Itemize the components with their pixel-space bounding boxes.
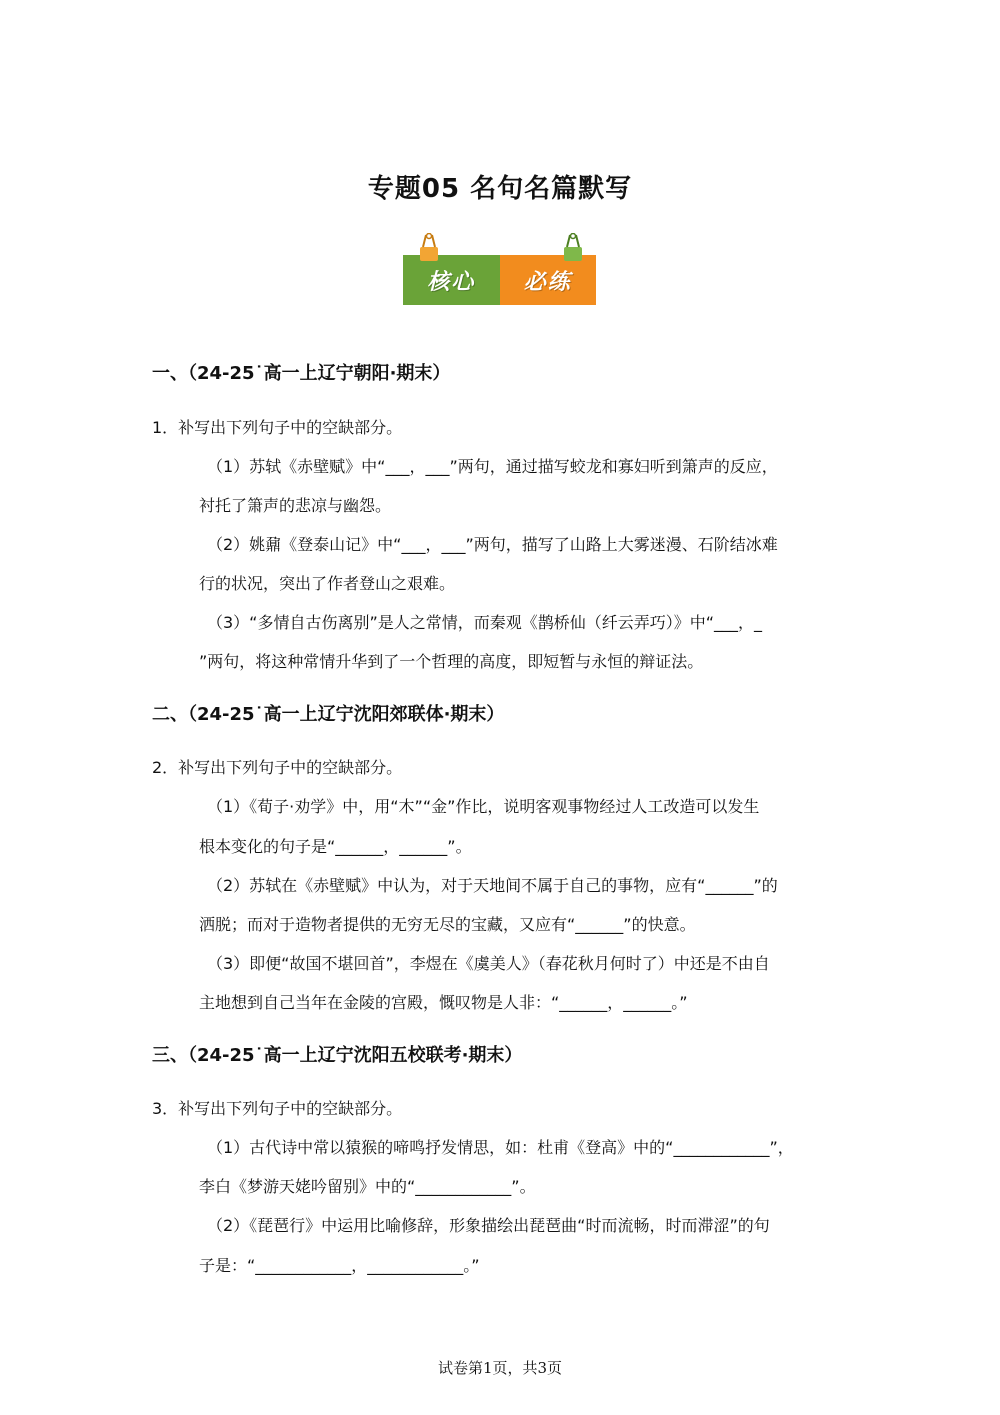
badge-right-label: 必练 xyxy=(500,255,597,305)
section-heading: 二、（24-25˙高一上辽宁沈阳郊联体·期末） xyxy=(152,704,505,725)
question-prompt: 3．补写出下列句子中的空缺部分。 xyxy=(152,1099,403,1118)
question-line: （3）“多情自古伤离别”是人之常情，而秦观《鹊桥仙（纤云弄巧）》中“___，_ xyxy=(207,613,763,632)
question-line: 行的状况，突出了作者登山之艰难。 xyxy=(199,574,456,593)
question-line: 根本变化的句子是“______，______”。 xyxy=(199,837,472,856)
question-line: 洒脱；而对于造物者提供的无穷无尽的宝藏，又应有“______”的快意。 xyxy=(199,915,696,934)
binder-clip-icon xyxy=(561,233,585,263)
core-practice-badge xyxy=(403,255,596,305)
question-line: 主地想到自己当年在金陵的宫殿，慨叹物是人非：“______，______。” xyxy=(199,993,688,1012)
question-prompt: 1．补写出下列句子中的空缺部分。 xyxy=(152,418,403,437)
section-heading: 一、（24-25˙高一上辽宁朝阳·期末） xyxy=(152,363,451,384)
question-line: （3）即便“故国不堪回首”，李煜在《虞美人》（春花秋月何时了）中还是不由自 xyxy=(207,954,770,973)
binder-clip-icon xyxy=(417,233,441,263)
question-line: （1）苏轼《赤壁赋》中“___，___”两句，通过描写蛟龙和寡妇听到箫声的反应， xyxy=(207,457,778,476)
page-title: 专题05 名句名篇默写 xyxy=(367,174,633,204)
page-footer: 试卷第1页，共3页 xyxy=(437,1359,563,1377)
section-heading: 三、（24-25˙高一上辽宁沈阳五校联考·期末） xyxy=(152,1045,523,1066)
question-line: （2）苏轼在《赤壁赋》中认为，对于天地间不属于自己的事物，应有“______”的 xyxy=(207,876,778,895)
question-line: 子是：“____________，____________。” xyxy=(199,1256,480,1275)
question-line: ”两句，将这种常情升华到了一个哲理的高度，即短暂与永恒的辩证法。 xyxy=(199,652,704,671)
question-line: （2）《琵琶行》中运用比喻修辞，形象描绘出琵琶曲“时而流畅，时而滞涩”的句 xyxy=(207,1216,770,1235)
question-prompt: 2．补写出下列句子中的空缺部分。 xyxy=(152,758,403,777)
question-line: （1）古代诗中常以猿猴的啼鸣抒发情思，如：杜甫《登高》中的“____________”， xyxy=(207,1138,794,1157)
question-line: （2）姚鼐《登泰山记》中“___，___”两句，描写了山路上大雾迷漫、石阶结冰难 xyxy=(207,535,778,554)
question-line: （1）《荀子·劝学》中，用“木”“金”作比，说明客观事物经过人工改造可以发生 xyxy=(207,797,760,816)
badge-left-label: 核心 xyxy=(403,255,500,305)
question-line: 衬托了箫声的悲凉与幽怨。 xyxy=(199,496,392,515)
question-line: 李白《梦游天姥吟留别》中的“____________”。 xyxy=(199,1177,536,1196)
